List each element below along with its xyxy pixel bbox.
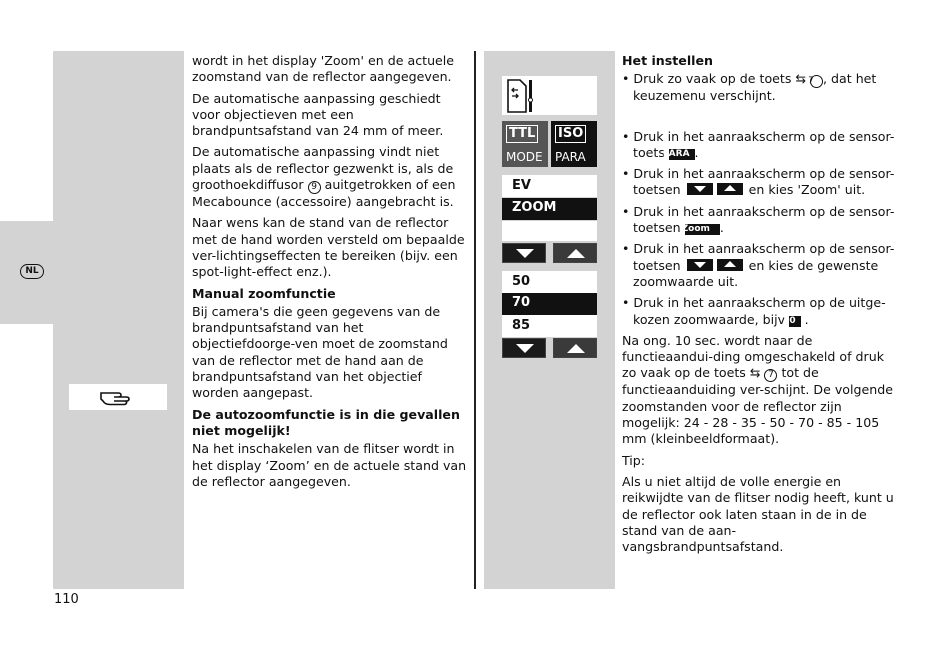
list-item: • Druk in het aanraakscherm op de sensor-toets PARA . — [622, 128, 895, 160]
pointing-hand-icon — [98, 387, 138, 407]
scroll-up-button[interactable] — [553, 338, 597, 358]
paragraph: De automatische aanpassing vindt niet plaats als de reflector gezwenkt is, als de groothoekdiffusor 9 auitgetrokken of een Mecabounce (accessoire) aangebracht is. — [192, 144, 456, 210]
left-margin-band — [53, 51, 184, 589]
zoom-value-key: 70 — [789, 316, 801, 327]
spacer — [622, 110, 897, 124]
toggle-key-icon: ⇆ — [795, 71, 807, 87]
reference-number-badge: 7 — [764, 369, 777, 382]
iso-para-button[interactable]: ISO PARA — [551, 121, 597, 167]
scroll-down-button[interactable] — [502, 338, 546, 358]
reflector-icon — [504, 76, 538, 115]
up-arrow-icon — [567, 249, 585, 258]
display-header-box — [502, 76, 597, 115]
tip-label: Tip: — [622, 452, 646, 468]
section-heading: Manual zoomfunctie — [192, 285, 336, 301]
warning-heading: De autozoomfunctie is in die gevallen niet mogelijk! — [192, 406, 460, 438]
zoom-value-item[interactable]: 85 — [502, 315, 597, 337]
display-illustration-panel — [484, 51, 615, 589]
paragraph: wordt in het display 'Zoom' en de actuele zoomstand van de reflector aangegeven. — [192, 53, 455, 85]
section-heading: Het instellen — [622, 53, 713, 68]
language-badge: NL — [20, 264, 44, 279]
scroll-down-button[interactable] — [502, 243, 546, 263]
zoom-value-item[interactable]: 50 — [502, 271, 597, 293]
up-arrow-key-icon — [717, 259, 743, 271]
scroll-up-button[interactable] — [553, 243, 597, 263]
list-item: • Druk in het aanraakscherm op de sensor-toetsen en kies 'Zoom' uit. — [622, 166, 895, 198]
paragraph: Als u niet altijd de volle energie en reikwijdte van de flitser nodig heeft, kunt u de reflector ook laten staan in de in de stand van de aan-vangsbrandpuntsafstand. — [622, 473, 894, 555]
list-item: • Druk in het aanraakscherm op de uitge-kozen zoomwaarde, bijv 70 . — [622, 295, 886, 327]
zoom-value-item-selected[interactable]: 70 — [502, 293, 597, 315]
column-divider — [474, 51, 476, 589]
ev-menu-item[interactable]: EV — [502, 175, 597, 197]
reference-number-badge: 9 — [308, 181, 321, 194]
paragraph: Na ong. 10 sec. wordt naar de functieaandui-ding omgeschakeld of druk zo vaak op de toets ⇆ 7 tot de functieaanduiding ver-schijnt. De volgende zoomstanden voor de reflector zijn mogelijk: 24 - 28 - 35 - 50 - 70 - 85 - 105 mm (kleinbeeldformaat). — [622, 332, 893, 447]
note-box — [69, 384, 167, 410]
down-arrow-key-icon — [687, 259, 713, 271]
paragraph: De automatische aanpassing geschiedt voor objectieven met een brandpuntsafstand van 24 mm of meer. — [192, 90, 444, 139]
list-item: • Druk zo vaak op de toets ⇆ 7 , dat het keuzemenu verschijnt. — [622, 71, 877, 104]
para-key: PARA — [669, 149, 695, 160]
down-arrow-key-icon — [687, 183, 713, 195]
up-arrow-icon — [567, 344, 585, 353]
toggle-key-icon: ⇆ — [749, 365, 761, 381]
reference-number-badge: 7 — [810, 75, 823, 88]
menu-blank-row — [502, 221, 597, 241]
paragraph: Naar wens kan de stand van de reflector met de hand worden versteld om bepaalde ver-lichtingseffecten te bereiken (bijv. een spot-light-effect enz.). — [192, 215, 465, 280]
list-item: • Druk in het aanraakscherm op de sensor-toetsen Zoom . — [622, 203, 895, 236]
zoom-menu-item[interactable]: ZOOM — [502, 198, 597, 220]
list-item: • Druk in het aanraakscherm op de sensor-toetsen en kies de gewenste zoomwaarde uit. — [622, 241, 895, 289]
ttl-mode-button[interactable]: TTL MODE — [502, 121, 548, 167]
down-arrow-icon — [516, 344, 534, 353]
column-left-text — [192, 53, 467, 495]
page-number: 110 — [54, 592, 79, 607]
zoom-key: Zoom — [685, 224, 720, 235]
paragraph: Bij camera's die geen gegevens van de brandpuntsafstand van het objectiefdoorge-ven moet de zoomstand van de reflector met de hand aan de brandpuntsafstand van het objectief worden aangepast. — [192, 303, 448, 401]
up-arrow-key-icon — [717, 183, 743, 195]
down-arrow-icon — [516, 249, 534, 258]
paragraph: Na het inschakelen van de flitser wordt in het display ‘Zoom’ en de actuele stand van de reflector aangegeven. — [192, 441, 467, 489]
column-right-text — [622, 53, 897, 560]
